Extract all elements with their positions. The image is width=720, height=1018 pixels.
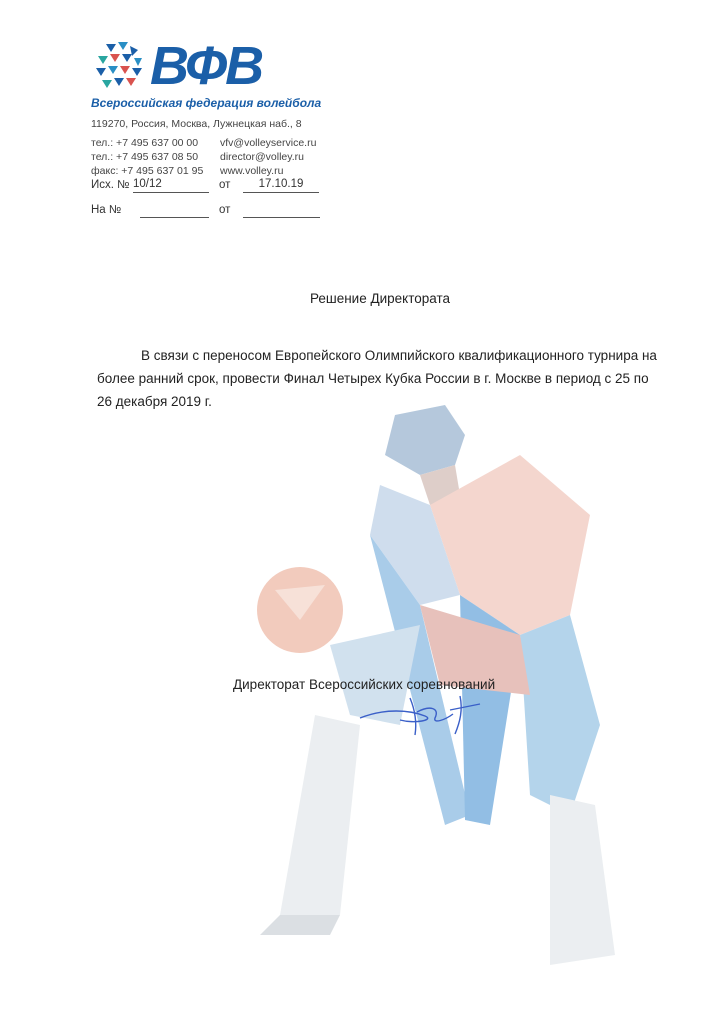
contact-list [220,136,316,178]
incoming-number-line [140,203,209,218]
incoming-date-label: от [219,204,231,216]
outgoing-label: Исх. № [91,179,130,191]
phone-line: тел.: +7 495 637 00 00 [91,137,199,149]
email-vfv: vfv@volleyservice.ru [220,137,317,149]
outgoing-date-label: от [219,179,231,191]
fax-line: факс: +7 495 637 01 95 [91,165,204,177]
logo-text: ВФВ [150,36,263,96]
signature-icon [355,690,495,740]
incoming-date-line [243,203,320,218]
outgoing-number: 10/12 [133,178,209,193]
outgoing-date: 17.10.19 [243,178,319,193]
email-director: director@volley.ru [220,151,304,163]
phone-line: тел.: +7 495 637 08 50 [91,151,199,163]
vfv-logo-icon [92,38,148,94]
website: www.volley.ru [220,165,284,177]
incoming-label: На № [91,204,122,216]
organization-name: Всероссийская федерация волейбола [91,96,322,110]
decision-paragraph: В связи с переносом Европейского Олимпийского квалификационного турнира на более ранний срок, провести Финал Четырех Кубка России в г. Москве в период с 25 по 26 декабря 2019 г. [97,348,657,409]
phone-list [91,136,203,178]
address: 119270, Россия, Москва, Лужнецкая наб., 8 [91,118,302,130]
document-title: Решение Директората [309,291,451,306]
signer-name: Директорат Всероссийских соревнований [233,677,496,692]
